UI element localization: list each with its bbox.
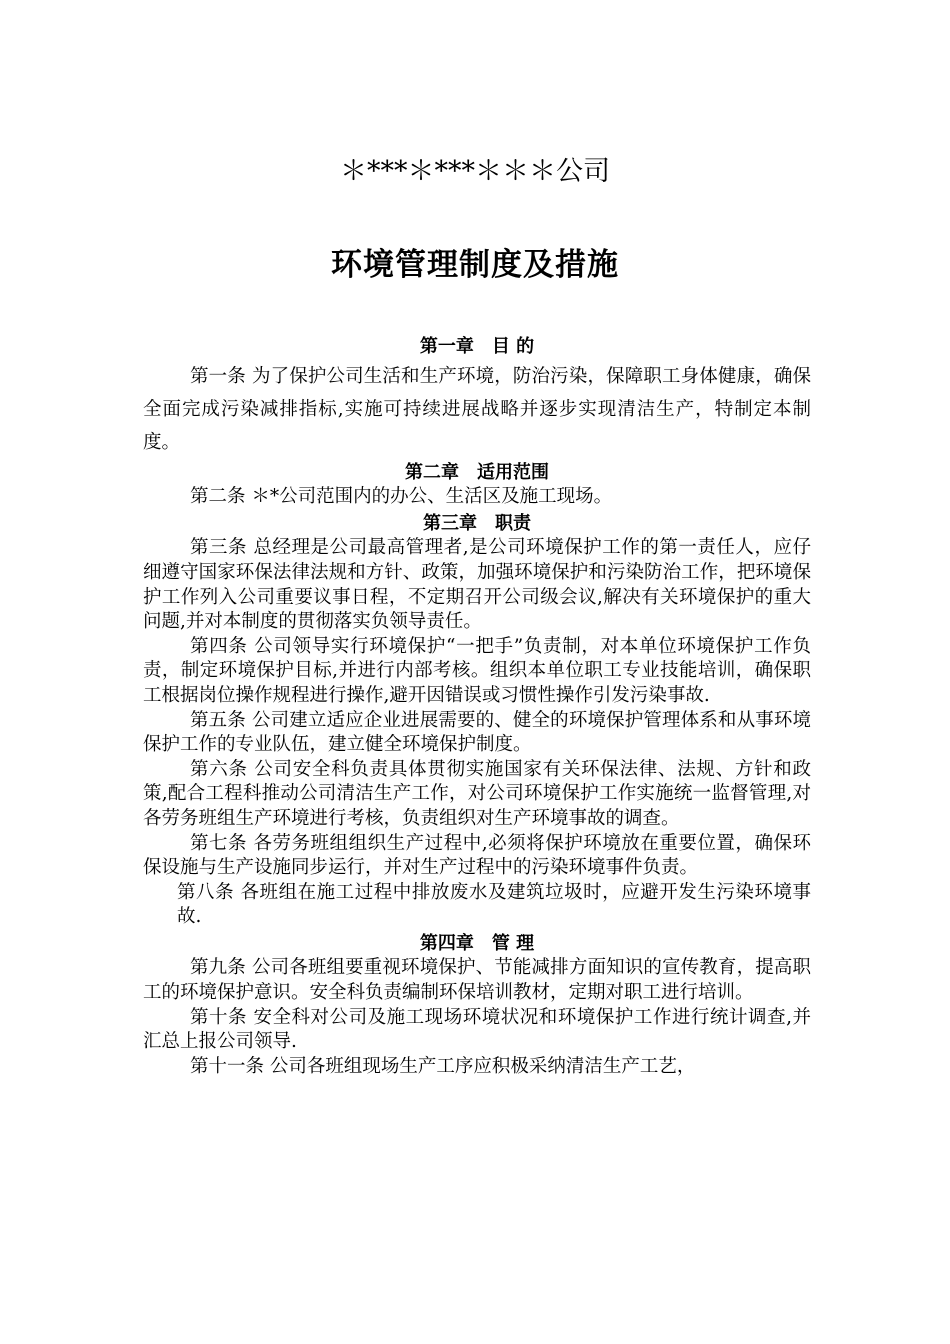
- document-body: [143, 333, 811, 1079]
- article-1: 第一条 为了保护公司生活和生产环境，防治污染，保障职工身体健康，确保全面完成污染减排指标,实施可持续进展战略并逐步实现清洁生产，特制定本制度。: [143, 365, 811, 453]
- chapter-4-heading: 第四章 管 理: [419, 932, 535, 954]
- article-8: 第八条 各班组在施工过程中排放废水及建筑垃圾时，应避开发生污染环境事故.: [177, 881, 811, 928]
- article-7: 第七条 各劳务班组组织生产过程中,必须将保护环境放在重要位置，确保环保设施与生产设施同步运行，并对生产过程中的污染环境事件负责。: [143, 832, 811, 879]
- chapter-1-heading: 第一章 目 的: [419, 336, 535, 357]
- chapter-2-heading: 第二章 适用范围: [405, 461, 549, 483]
- article-2: 第二条 ＊*公司范围内的办公、生活区及施工现场。: [190, 486, 613, 508]
- company-name: ＊***＊***＊＊＊公司: [340, 156, 610, 187]
- document-title: 环境管理制度及措施: [331, 247, 619, 283]
- article-9: 第九条 公司各班组要重视环境保护、节能减排方面知识的宣传教育，提高职工的环境保护意识。安全科负责编制环保培训教材，定期对职工进行培训。: [143, 957, 811, 1004]
- article-4: 第四条 公司领导实行环境保护“一把手”负责制，对本单位环境保护工作负责，制定环境保护目标,并进行内部考核。组织本单位职工专业技能培训，确保职工根据岗位操作规程进行操作,避开因错误或习惯性操作引发污染事故.: [143, 635, 811, 706]
- chapter-3-heading: 第三章 职责: [423, 512, 531, 534]
- article-6: 第六条 公司安全科负责具体贯彻实施国家有关环保法律、法规、方针和政策,配合工程科推动公司清洁生产工作，对公司环境保护工作实施统一监督管理,对各劳务班组生产环境进行考核，负责组织对生产环境事故的调查。: [143, 758, 811, 829]
- article-11: 第十一条 公司各班组现场生产工序应积极采纳清洁生产工艺，: [190, 1055, 696, 1077]
- article-10: 第十条 安全科对公司及施工现场环境状况和环境保护工作进行统计调查,并汇总上报公司领导.: [143, 1006, 811, 1053]
- article-5: 第五条 公司建立适应企业进展需要的、健全的环境保护管理体系和从事环境保护工作的专业队伍，建立健全环境保护制度。: [143, 709, 811, 756]
- article-3: 第三条 总经理是公司最高管理者,是公司环境保护工作的第一责任人，应仔细遵守国家环保法律法规和方针、政策，加强环境保护和污染防治工作，把环境保护工作列入公司重要议事日程，不定期召开公司级会议,解决有关环境保护的重大问题,并对本制度的贯彻落实负领导责任。: [143, 537, 811, 633]
